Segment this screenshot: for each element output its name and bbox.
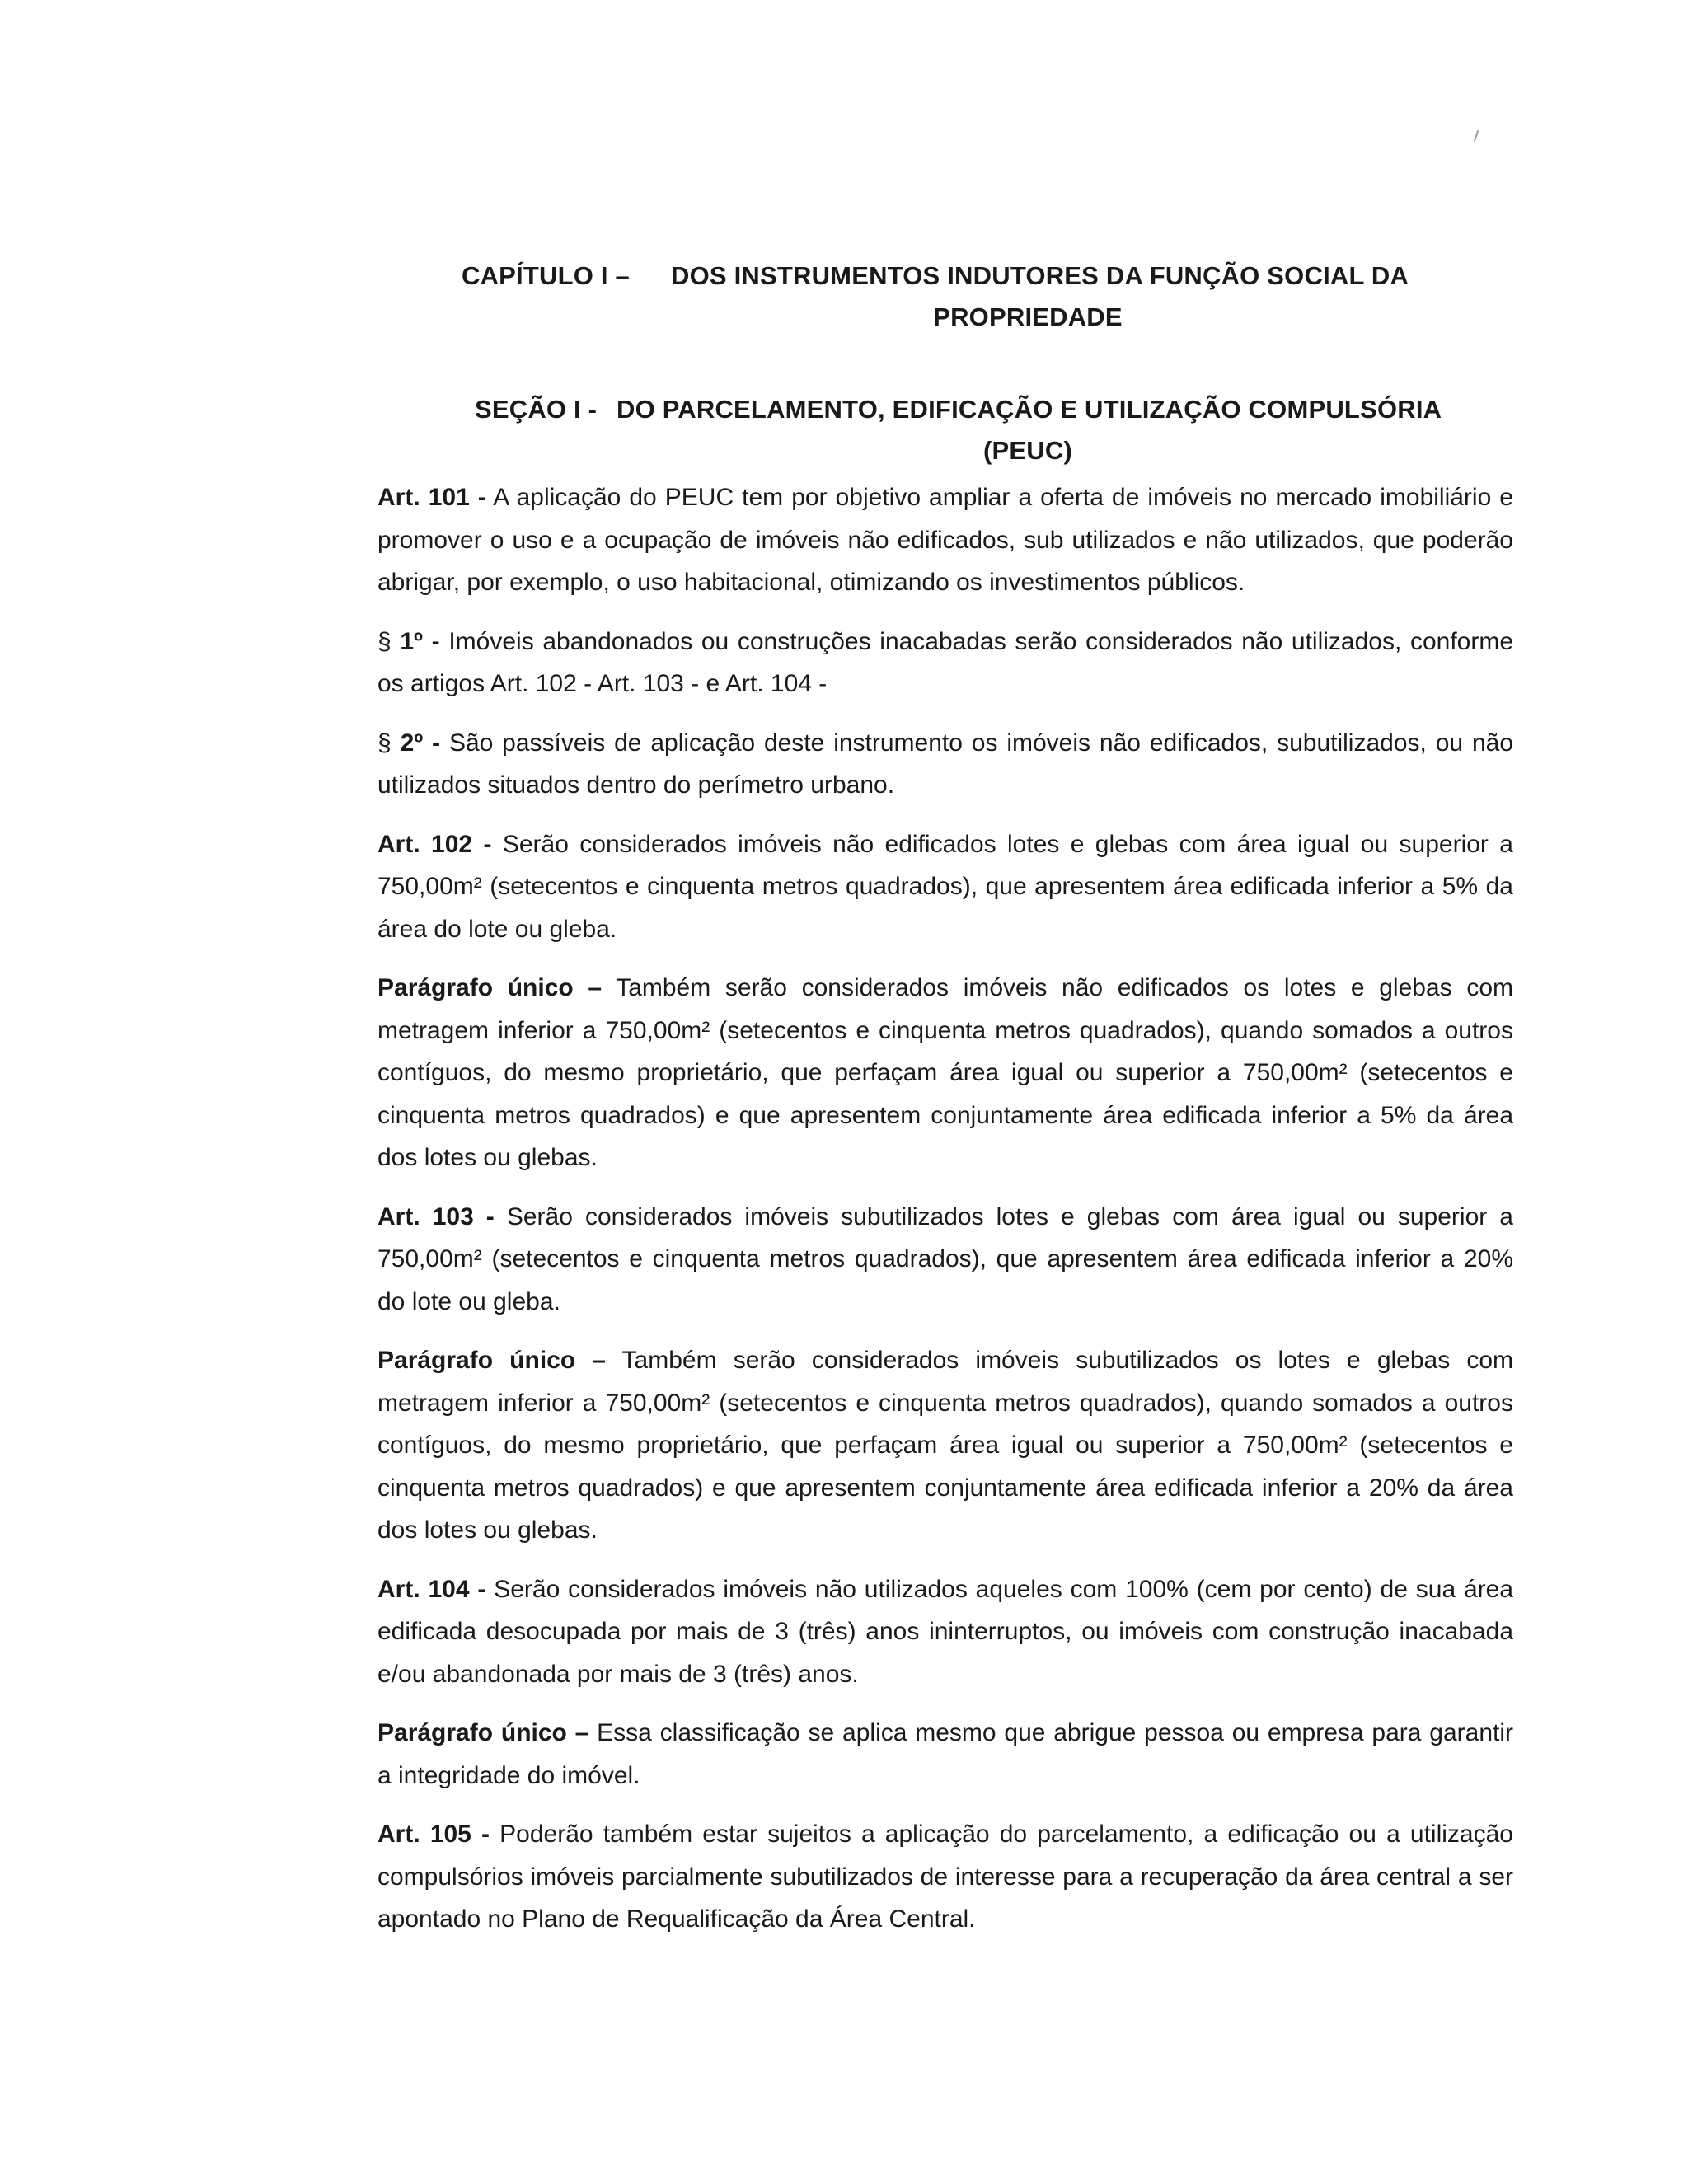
- section-label: SEÇÃO I -: [475, 395, 598, 424]
- chapter-label: CAPÍTULO I –: [462, 261, 630, 290]
- article-102-sole-paragraph: [377, 967, 1513, 1179]
- paragraph-label: Parágrafo único –: [377, 1347, 606, 1374]
- paragraph-text: Imóveis abandonados ou construções inacabadas serão considerados não utilizados, conforme os artigos Art. 102 - Art. 103 - e Art. 104 -: [377, 627, 1514, 697]
- article-text: A aplicação do PEUC tem por objetivo ampliar a oferta de imóveis no mercado imobiliário e promover o uso e a ocupação de imóveis não edificados, sub utilizados e não utilizados, que poderão abrigar, por exemplo, o uso habitacional, otimizando os investimentos públicos.: [377, 484, 1513, 596]
- article-label: Art. 101 -: [377, 484, 486, 511]
- chapter-title-line2: PROPRIEDADE: [933, 302, 1123, 331]
- article-label: Art. 103 -: [377, 1202, 495, 1230]
- scan-mark: [1474, 130, 1479, 142]
- paragraph-text: São passíveis de aplicação deste instrumento os imóveis não edificados, subutilizados, ou não utilizados situados dentro do perímetro urbano.: [377, 729, 1514, 799]
- section-heading: [377, 389, 1513, 471]
- article-103: [377, 1196, 1513, 1324]
- article-102: [377, 823, 1513, 951]
- article-104: [377, 1568, 1513, 1696]
- article-101-paragraph-1: [377, 621, 1513, 705]
- article-103-sole-paragraph: [377, 1339, 1513, 1552]
- article-105: [377, 1813, 1513, 1941]
- article-text: Serão considerados imóveis subutilizados lotes e glebas com área igual ou superior a 750,00m² (setecentos e cinquenta metros quadrados), que apresentem área edificada inferior a 20% do lote ou gleba.: [377, 1202, 1513, 1315]
- article-text: Serão considerados imóveis não edificados lotes e glebas com área igual ou superior a 750,00m² (setecentos e cinquenta metros quadrados), que apresentem área edificada inferior a 5% da área do lote ou gleba.: [377, 830, 1513, 943]
- section-title-line1: DO PARCELAMENTO, EDIFICAÇÃO E UTILIZAÇÃO COMPULSÓRIA: [617, 395, 1442, 424]
- article-text: Serão considerados imóveis não utilizados aqueles com 100% (cem por cento) de sua área edificada desocupada por mais de 3 (três) anos ininterruptos, ou imóveis com construção inacabada e/ou abandonada por mais de 3 (três) anos.: [377, 1575, 1513, 1688]
- article-label: Art. 104 -: [377, 1575, 486, 1603]
- article-104-sole-paragraph: [377, 1712, 1513, 1797]
- paragraph-label: Parágrafo único –: [377, 1719, 589, 1746]
- paragraph-label: Parágrafo único –: [377, 974, 603, 1001]
- section-symbol: §: [377, 729, 392, 757]
- article-101-paragraph-2: [377, 722, 1513, 807]
- paragraph-label: 1º -: [400, 627, 440, 655]
- chapter-title-line1: DOS INSTRUMENTOS INDUTORES DA FUNÇÃO SOCIAL DA: [671, 261, 1409, 290]
- article-label: Art. 102 -: [377, 830, 492, 858]
- section-title-line2: (PEUC): [983, 436, 1072, 465]
- document-body: [377, 255, 1513, 1957]
- paragraph-text: Também serão considerados imóveis não edificados os lotes e glebas com metragem inferior a 750,00m² (setecentos e cinquenta metros quadrados), quando somados a outros contíguos, do mesmo proprietário, que perfaçam área igual ou superior a 750,00m² (setecentos e cinquenta metros quadrados) e que apresentem conjuntamente área edificada inferior a 5% da área dos lotes ou glebas.: [377, 974, 1513, 1171]
- paragraph-text: Também serão considerados imóveis subutilizados os lotes e glebas com metragem inferior a 750,00m² (setecentos e cinquenta metros quadrados), quando somados a outros contíguos, do mesmo proprietário, que perfaçam área igual ou superior a 750,00m² (setecentos e cinquenta metros quadrados) e que apresentem conjuntamente área edificada inferior a 20% da área dos lotes ou glebas.: [377, 1347, 1514, 1544]
- article-101: [377, 476, 1513, 604]
- section-symbol: §: [377, 627, 392, 655]
- paragraph-label: 2º -: [400, 729, 441, 757]
- article-label: Art. 105 -: [377, 1821, 490, 1848]
- chapter-heading: [377, 255, 1513, 338]
- article-text: Poderão também estar sujeitos a aplicação do parcelamento, a edificação ou a utilização compulsórios imóveis parcialmente subutilizados de interesse para a recuperação da área central a ser apontado no Plano de Requalificação da Área Central.: [377, 1821, 1513, 1933]
- paragraph-text: Essa classificação se aplica mesmo que abrigue pessoa ou empresa para garantir a integridade do imóvel.: [377, 1719, 1513, 1789]
